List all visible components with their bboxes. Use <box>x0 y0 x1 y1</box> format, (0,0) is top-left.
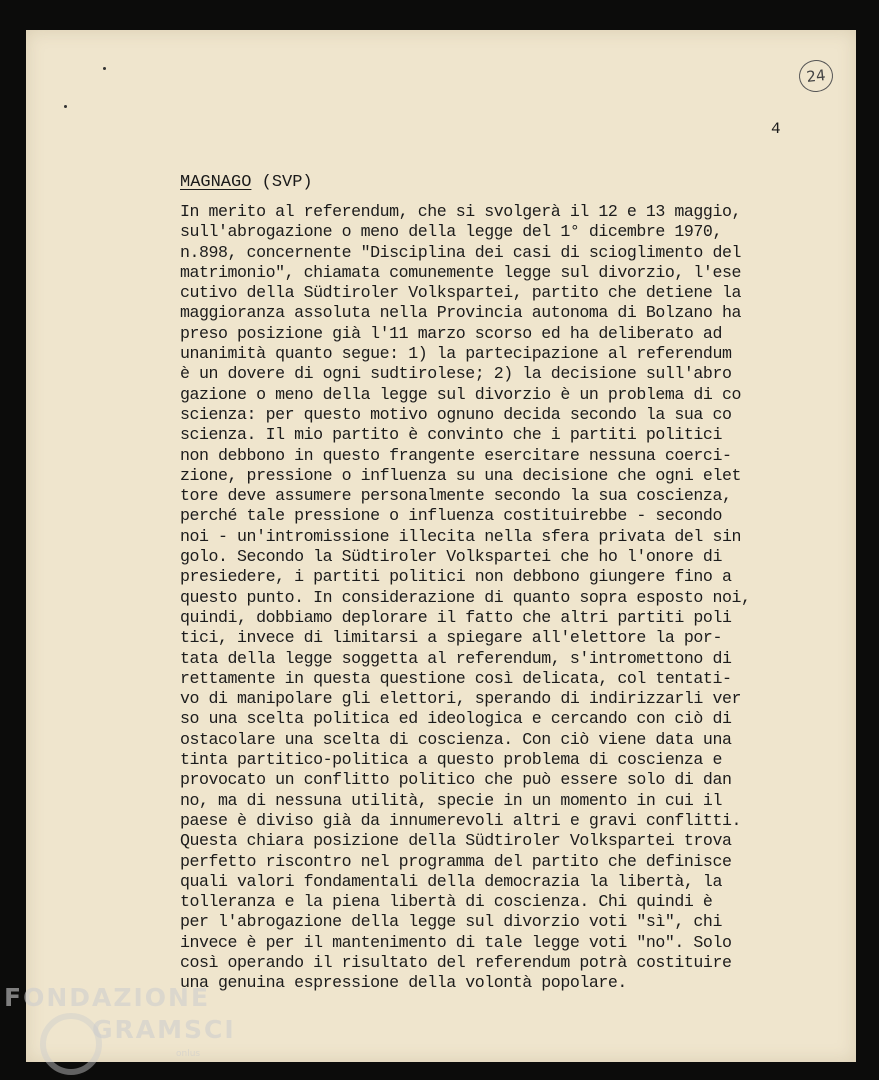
text-line: tinta partitico-politica a questo problema di coscienza e <box>180 750 722 770</box>
text-line: così operando il risultato del referendum potrà costituire <box>180 952 732 972</box>
text-line: una genuina espressione della volontà popolare. <box>180 973 627 993</box>
text-line: invece è per il mantenimento di tale legge voti "no". Solo <box>180 932 732 952</box>
text-line: scienza. Il mio partito è convinto che i partiti politici <box>180 425 722 445</box>
text-line: sull'abrogazione o meno della legge del 1° dicembre 1970, <box>180 222 722 242</box>
watermark-line-2: GRAMSCI <box>92 1015 236 1044</box>
speaker-name: MAGNAGO <box>180 173 252 192</box>
text-line: quali valori fondamentali della democrazia la libertà, la <box>180 871 722 891</box>
text-line: In merito al referendum, che si svolgerà il 12 e 13 maggio, <box>180 202 741 221</box>
page-number: 4 <box>771 120 781 138</box>
text-line: tici, invece di limitarsi a spiegare all'elettore la por- <box>180 628 722 648</box>
watermark-line-3: onlus <box>176 1049 201 1059</box>
text-line: tolleranza e la piena libertà di coscienza. Chi quindi è <box>180 892 713 912</box>
watermark-line-1: FONDAZIONE <box>4 983 211 1012</box>
text-line: so una scelta politica ed ideologica e cercando con ciò di <box>180 709 732 729</box>
speaker-heading <box>180 173 313 192</box>
paper-speck <box>103 67 106 70</box>
text-line: è un dovere di ogni sudtirolese; 2) la decisione sull'abro <box>180 364 732 384</box>
text-line: questo punto. In considerazione di quanto sopra esposto noi, <box>180 587 751 607</box>
text-line: per l'abrogazione della legge sul divorzio voti "sì", chi <box>180 912 722 932</box>
text-line: gazione o meno della legge sul divorzio è un problema di co <box>180 384 741 404</box>
text-line: paese è diviso già da innumerevoli altri e gravi conflitti. <box>180 810 741 830</box>
paper-speck <box>64 105 67 108</box>
text-line: perfetto riscontro nel programma del partito che definisce <box>180 851 732 871</box>
text-line: zione, pressione o influenza su una decisione che ogni elet <box>180 465 741 485</box>
text-line: preso posizione già l'11 marzo scorso ed ha deliberato ad <box>180 323 722 343</box>
text-line: matrimonio", chiamata comunemente legge sul divorzio, l'ese <box>180 262 741 282</box>
text-line: Questa chiara posizione della Südtiroler Volkspartei trova <box>180 831 732 851</box>
text-line: scienza: per questo motivo ognuno decida secondo la sua co <box>180 404 732 424</box>
text-line: no, ma di nessuna utilità, specie in un momento in cui il <box>180 790 722 810</box>
speech-body <box>180 202 750 994</box>
archive-number: 24 <box>805 66 827 86</box>
text-line: ostacolare una scelta di coscienza. Con ciò viene data una <box>180 729 732 749</box>
text-line: presiedere, i partiti politici non debbono giungere fino a <box>180 567 732 587</box>
text-line: cutivo della Südtiroler Volkspartei, partito che detiene la <box>180 283 741 303</box>
text-line: vo di manipolare gli elettori, sperando di indirizzarli ver <box>180 689 741 709</box>
text-line: rettamente in questa questione così delicata, col tentati- <box>180 668 732 688</box>
text-line: unanimità quanto segue: 1) la partecipazione al referendum <box>180 344 732 364</box>
text-line: tore deve assumere personalmente secondo la sua coscienza, <box>180 486 732 506</box>
text-line: non debbono in questo frangente esercitare nessuna coerci- <box>180 445 732 465</box>
text-line: maggioranza assoluta nella Provincia autonoma di Bolzano ha <box>180 303 741 323</box>
text-line: n.898, concernente "Disciplina dei casi di scioglimento del <box>180 242 741 262</box>
text-line: perché tale pressione o influenza costituirebbe - secondo <box>180 506 722 526</box>
text-line: noi - un'intromissione illecita nella sfera privata del sin <box>180 526 741 546</box>
text-line: quindi, dobbiamo deplorare il fatto che altri partiti poli <box>180 607 732 627</box>
speaker-party: (SVP) <box>261 173 313 192</box>
text-line: tata della legge soggetta al referendum, s'intromettono di <box>180 648 732 668</box>
text-line: provocato un conflitto politico che può essere solo di dan <box>180 770 732 790</box>
text-line: golo. Secondo la Südtiroler Volkspartei che ho l'onore di <box>180 547 722 567</box>
